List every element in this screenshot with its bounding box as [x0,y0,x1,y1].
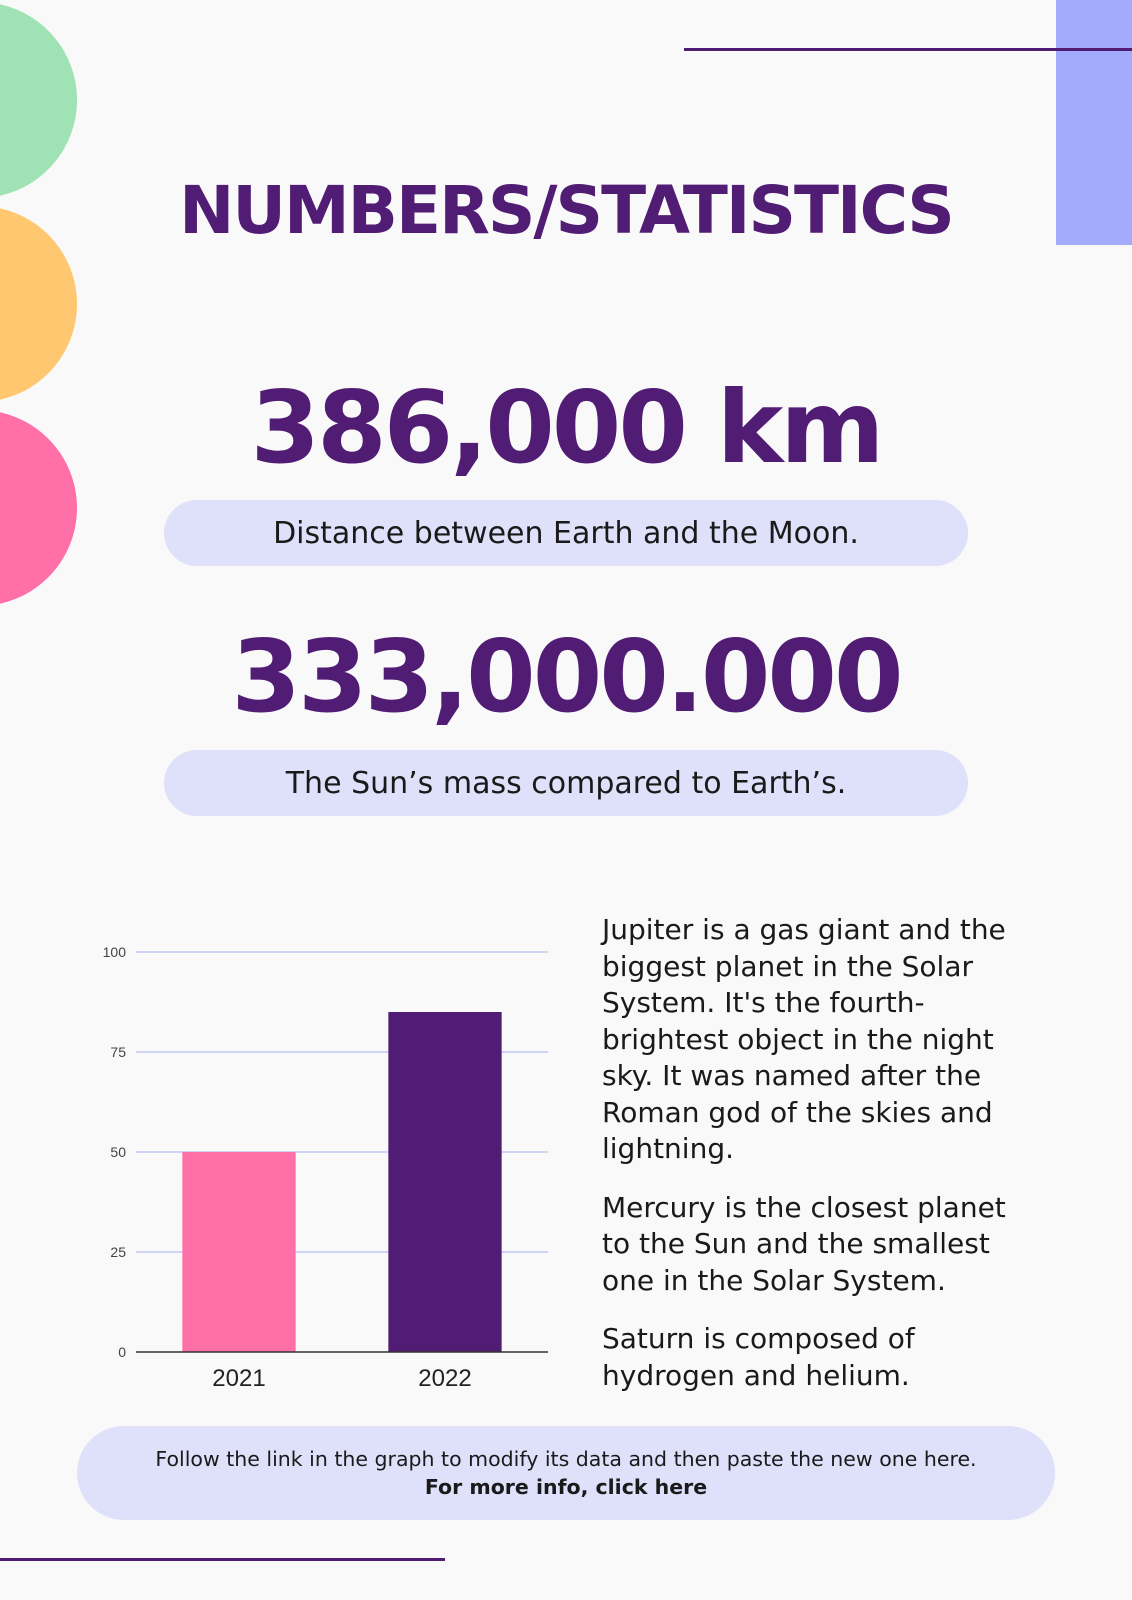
footer-text: Follow the link in the graph to modify its data and then paste the new one here. [155,1447,977,1471]
green-circle-decoration [0,2,77,198]
description-text [602,912,1032,1416]
top-divider-line [684,48,1132,51]
y-tick-label: 0 [118,1344,126,1360]
paragraph-saturn: Saturn is composed of hydrogen and helium. [602,1322,915,1392]
x-tick-label: 2022 [418,1365,472,1392]
footer-note [77,1426,1055,1520]
y-tick-label: 75 [110,1044,126,1060]
page-title: NUMBERS/STATISTICS [179,172,953,249]
paragraph-mercury: Mercury is the closest planet to the Sun and the smallest one in the Solar System. [602,1190,1006,1297]
stat-caption-distance [164,500,968,566]
bottom-divider-line [0,1558,445,1561]
stat-value-mass: 333,000.000 [231,618,901,735]
stat-caption-mass-text: The Sun’s mass compared to Earth’s. [285,765,847,801]
y-tick-label: 100 [102,944,126,960]
more-info-link[interactable]: For more info, click here [424,1475,708,1499]
bar-chart[interactable] [80,920,560,1400]
x-tick-label: 2021 [212,1365,266,1392]
stat-caption-mass [164,750,968,816]
y-tick-label: 25 [110,1244,126,1260]
stat-value-distance: 386,000 km [250,369,882,486]
bar-2022 [388,1012,501,1352]
stat-caption-distance-text: Distance between Earth and the Moon. [273,515,859,551]
y-tick-label: 50 [110,1144,126,1160]
paragraph-jupiter: Jupiter is a gas giant and the biggest planet in the Solar System. It's the fourth-brightest object in the night sky. It was named after the Roman god of the skies and lightning. [602,913,1006,1165]
bar-2021 [182,1152,295,1352]
